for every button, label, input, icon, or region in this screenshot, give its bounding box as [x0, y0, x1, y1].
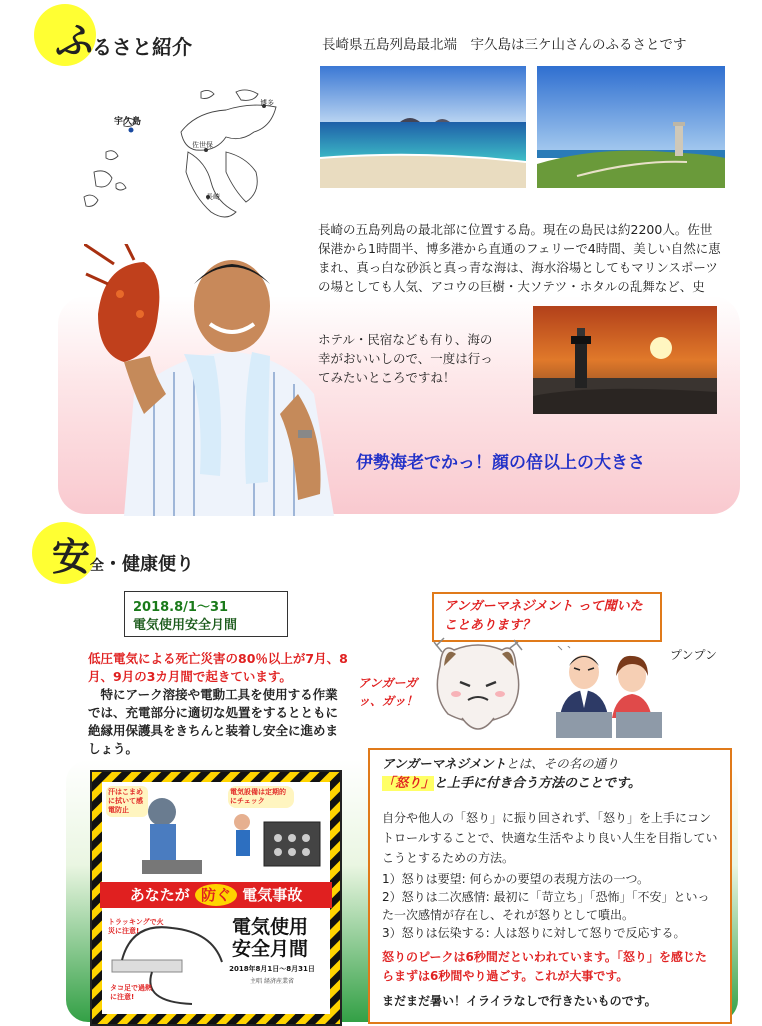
beach-photo — [320, 66, 526, 188]
section1-headline: 長崎県五島列島最北端 宇久島は三ケ山さんのふるさとです — [322, 37, 687, 53]
anger-title-box — [432, 592, 662, 642]
anger-cat-text: アンガーガッ、ガッ！ — [358, 676, 418, 708]
poster-banner-mid: 防ぐ — [195, 884, 237, 906]
anger-line2: 「怒り」と上手に付き合う方法のことです。 — [382, 776, 641, 791]
hotel-text: ホテル・民宿なども有り、海の幸がおいいしので、一度は行ってみたいところですね！ — [318, 332, 493, 385]
poster-bubble-octopus: タコ足で過熱に注意! — [110, 984, 152, 1001]
map-label-hakata: 博多 — [260, 99, 274, 107]
electric-safety-poster — [90, 770, 342, 1026]
safety-month-name: 電気使用安全月間 — [133, 618, 238, 633]
poster-footer: 主唱 経済産業省 — [250, 978, 294, 985]
poster-bubble-tracking: トラッキングで火災に注意! — [108, 918, 164, 935]
anger-title: アンガーマネジメント って聞いたことあります？ — [444, 599, 643, 633]
island-intro-text: 長崎の五島列島の最北部に位置する島。現在の島民は約2200人。佐世保港から1時間半、博多港から直通のフェリーで4時間、美しい自然に恵まれ、真っ白な砂浜と真っ青な海は、海水浴場としてもマリンスポーツの場としても人気、アコウの巨樹・大ソテツ・ホタルの乱舞など、史 — [318, 222, 721, 294]
anger-paragraph: 自分や他人の「怒り」に振り回されず、「怒り」を上手にコントロールすることで、快適な生活やより良い人生を目指していこうとするための方法。 — [382, 811, 718, 865]
anger-line1: アンガーマネジメントとは、その名の通り — [382, 756, 619, 771]
anger-item-3: 3）怒りは伝染する: 人は怒りに対して怒りで反応する。 — [382, 926, 686, 940]
anger-closing: まだまだ暑い！イライラなしで行きたいものです。 — [382, 994, 657, 1008]
lighthouse-sunset-photo — [533, 306, 717, 414]
safety-month-box — [124, 591, 288, 637]
anger-red-note: 怒りのピークは6秒間だといわれています。「怒り」を感じたらまずは6秒間やり過ごす。これが大事です。 — [382, 950, 707, 983]
goto-map — [76, 72, 286, 232]
anger-explanation-box — [368, 748, 732, 1024]
anger-people-text: プンプン — [670, 648, 718, 662]
electric-warning-red: 低圧電気による死亡災害の80％以上が7月、8月、9月の3カ月間で起きています。 — [88, 651, 348, 684]
section1-title: ふるさと紹介 — [54, 19, 193, 63]
anger-item-2: 2）怒りは二次感情: 最初に「苛立ち」「恐怖」「不安」といった一次感情が存在し、それが怒りとして噴出。 — [382, 890, 710, 922]
angry-cat-illustration — [432, 636, 524, 742]
man-with-lobster-photo — [84, 244, 344, 516]
anger-item-1: 1）怒りは要望: 何らかの要望の表現方法の一つ。 — [382, 872, 650, 886]
poster-dates: 2018年8月1日～8月31日 — [229, 965, 315, 973]
map-label-sasebo: 佐世保 — [192, 141, 213, 149]
electric-warning-body: 特にアーク溶接や電動工具を使用する作業では、充電部分に適切な処置をするとともに絶縁用保護具をきちんと装着し安全に進めましょう。 — [88, 687, 339, 756]
lobster-caption: 伊勢海老でかっ！顔の倍以上の大きさ — [356, 453, 645, 473]
map-label-uku: 宇久島 — [114, 117, 142, 127]
map-label-nagasaki: 長崎 — [206, 193, 220, 201]
angry-office-workers-illustration — [552, 646, 664, 742]
poster-banner: あなたが 防ぐ 電気事故 — [100, 882, 332, 908]
section2-title: 安全・健康便り — [52, 535, 195, 579]
poster-bubble-check: 電気設備は定期的にチェック — [228, 786, 294, 808]
grassland-photo — [537, 66, 725, 188]
poster-bubble-sweat: 汗はこまめに拭いて感電防止 — [106, 786, 148, 817]
safety-month-date: 2018.8/1～31 — [133, 600, 229, 615]
poster-title: 電気使用安全月間 — [231, 916, 308, 960]
